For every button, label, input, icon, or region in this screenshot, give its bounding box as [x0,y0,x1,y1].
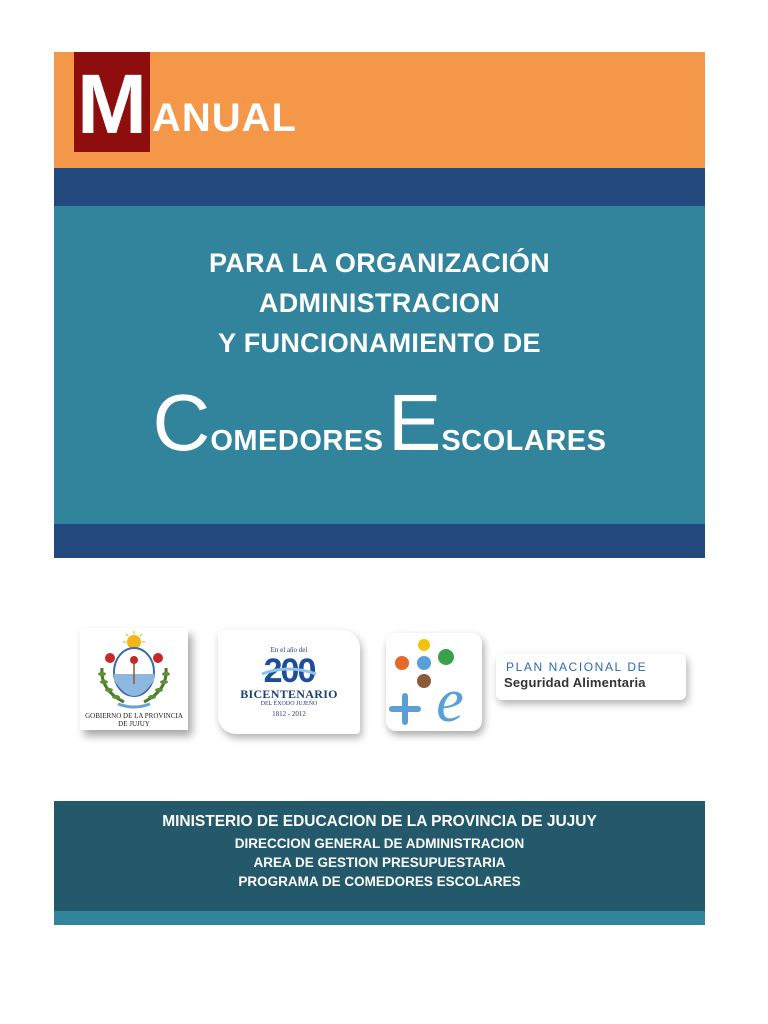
plan-logo-line-2: Seguridad Alimentaria [504,675,646,690]
provincial-coat-of-arms-icon [80,628,188,712]
svg-text:e: e [436,667,464,731]
bicentenario-top-text: En el año del [270,646,308,654]
title-rest: ANUAL [152,96,297,140]
footer-direction: DIRECCION GENERAL DE ADMINISTRACION [234,836,525,851]
title-initial: M [77,57,147,151]
footer-area: AREA DE GESTION PRESUPUESTARIA [253,855,506,870]
escudo-caption-line-1: GOBIERNO DE LA PROVINCIA [85,712,183,720]
bicentenario-subname: DEL ÉXODO JUJEÑO [260,701,318,707]
main-title-word-1: OMEDORES [210,425,384,457]
footer-strip [54,911,705,925]
bicentenario-years: 1812 - 2012 [272,710,306,718]
main-title-word-2: SCOLARES [441,425,607,457]
subtitle-line-2: ADMINISTRACION [258,288,501,318]
mas-e-logo-icon [386,633,482,731]
footer-ministry: MINISTERIO DE EDUCACION DE LA PROVINCIA DE JUJUY [162,813,597,830]
subtitle-line-3: Y FUNCIONAMIENTO DE [218,328,541,358]
plan-nacional-logo [496,654,686,700]
main-title-initial-c: C [152,378,211,467]
footer-program: PROGRAMA DE COMEDORES ESCOLARES [238,874,521,889]
navy-band-bottom [54,524,705,558]
main-title [54,378,705,468]
bicentenario-name: BICENTENARIO [240,687,338,701]
escudo-caption-line-2: DE JUJUY [118,720,150,728]
jujuy-government-logo [80,628,188,730]
subtitle-line-1: PARA LA ORGANIZACIÓN [209,248,550,278]
navy-band-top [54,168,705,206]
bicentenario-number [218,654,360,688]
bicentenario-logo [218,630,360,734]
bicentenario-number-text: 200 [263,654,315,688]
main-title-initial-e: E [387,378,442,467]
mas-e-logo [386,633,482,731]
plan-logo-line-1: PLAN NACIONAL DE [506,660,648,674]
